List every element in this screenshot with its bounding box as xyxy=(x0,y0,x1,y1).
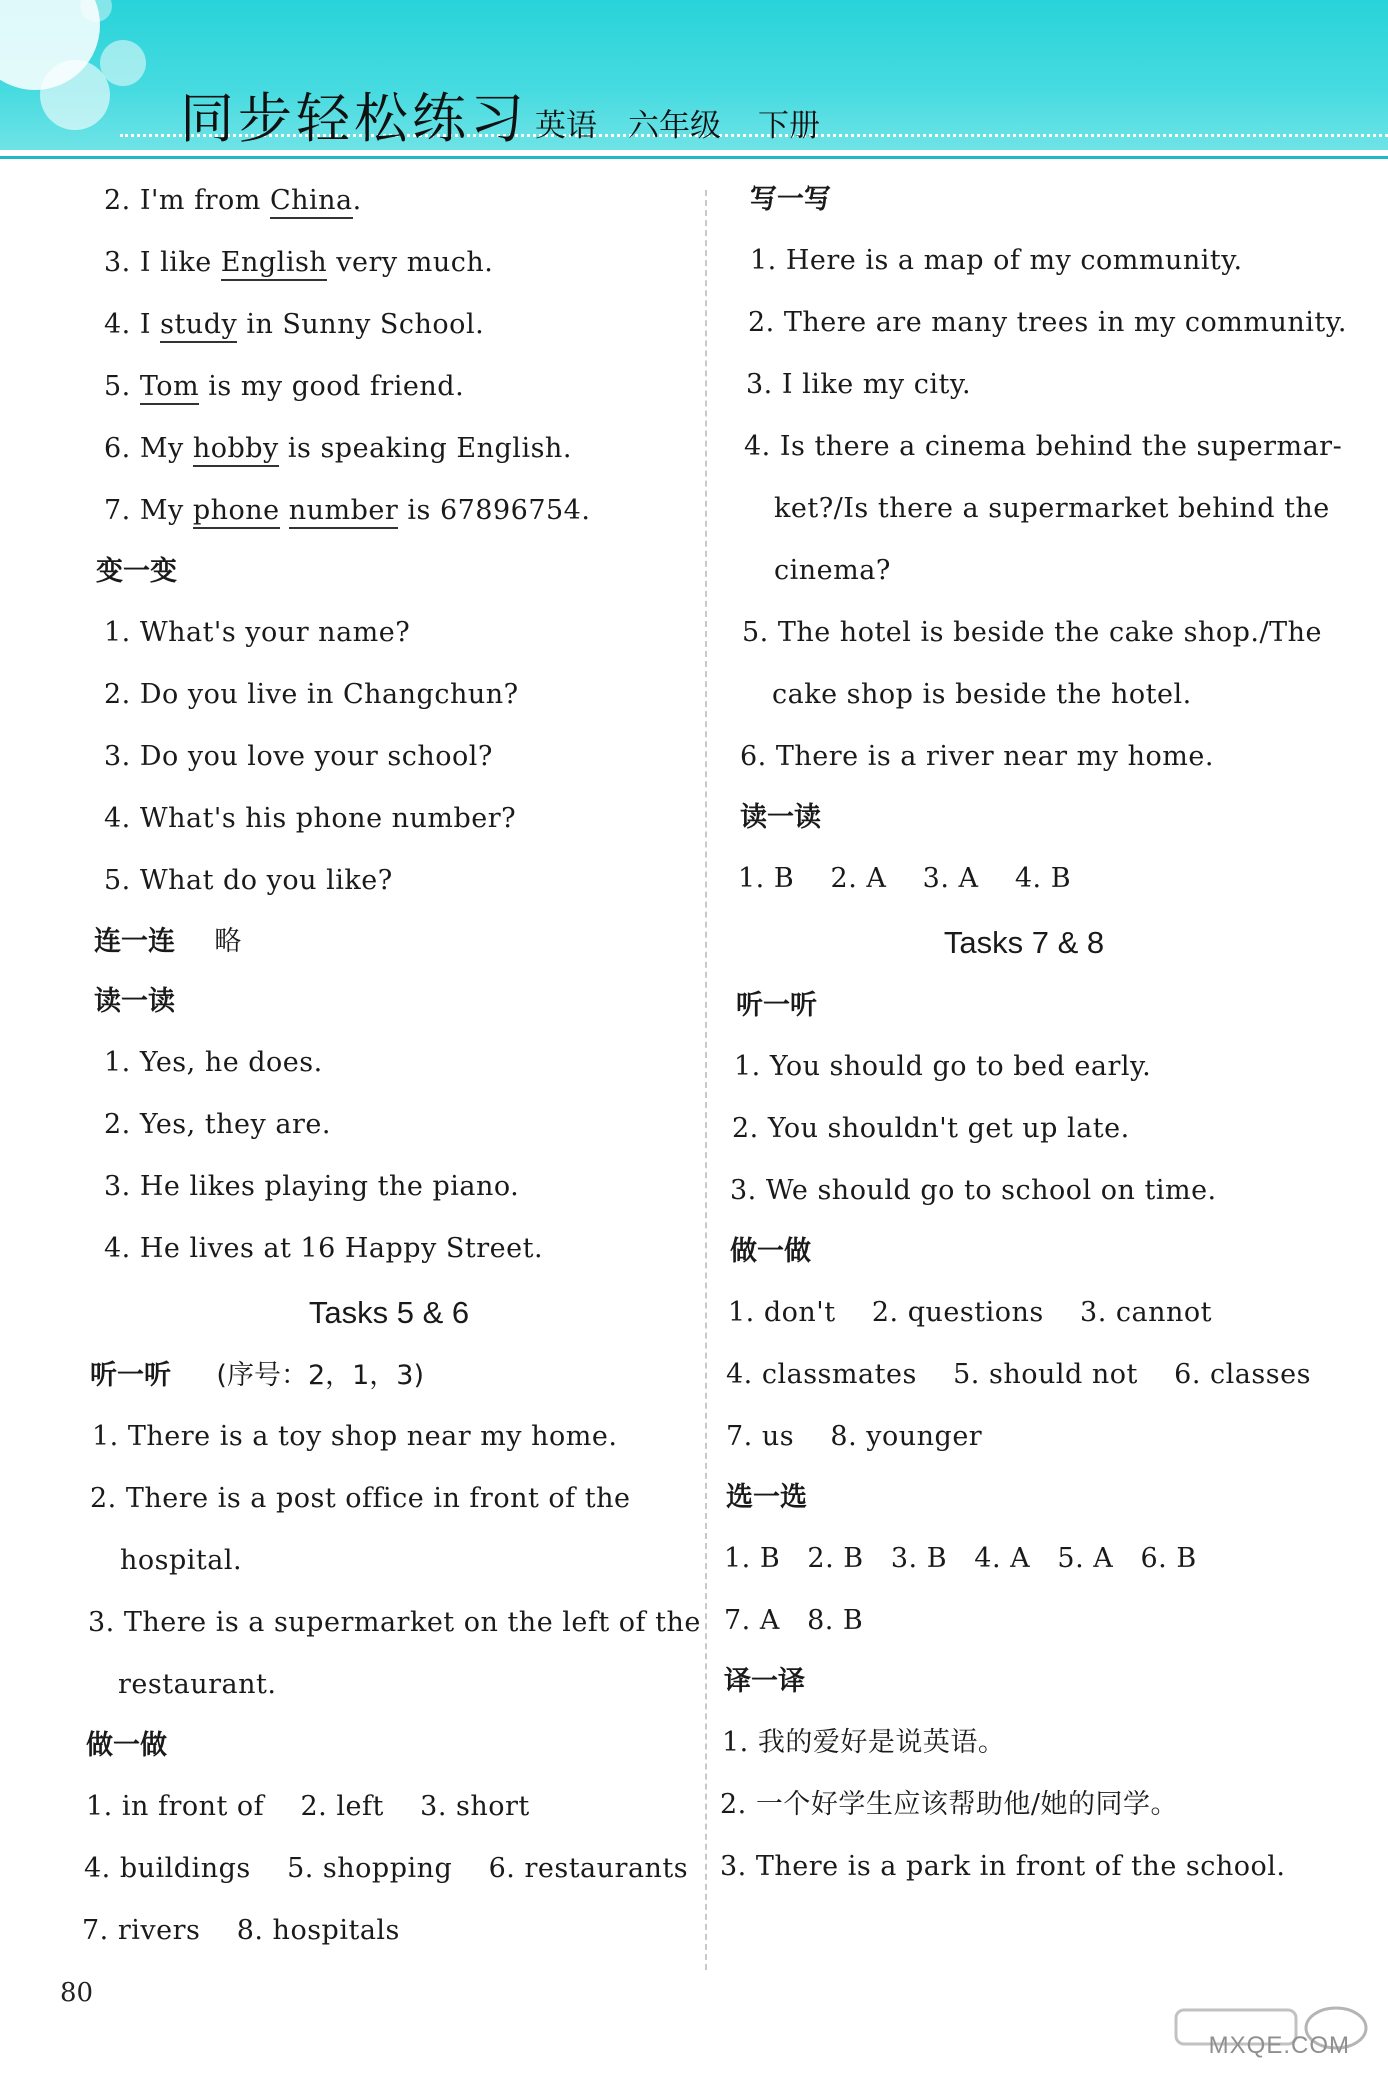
answer-lines-underlined xyxy=(104,170,674,542)
answer-line: 3. There is a supermarket on the left of the xyxy=(88,1607,701,1638)
page-header xyxy=(0,0,1388,160)
answer-line: 1. Yes, he does. xyxy=(104,1047,323,1078)
answer-line: 4. He lives at 16 Happy Street. xyxy=(104,1233,544,1264)
answer-line: 2. Do you live in Changchun? xyxy=(104,679,519,710)
section-heading: 连一连 xyxy=(94,926,175,957)
decor-bubble xyxy=(100,40,146,86)
section-heading: 做一做 xyxy=(86,1730,167,1761)
answer-line: 1. There is a toy shop near my home. xyxy=(92,1421,618,1452)
filled-blank: China xyxy=(270,185,353,219)
answer-line: 7. My phone number is 67896754. xyxy=(104,480,674,542)
answer-line: 2. I'm from China. xyxy=(104,170,674,232)
section-heading: 选一选 xyxy=(726,1482,807,1513)
answer-line: 4. Is there a cinema behind the supermar- xyxy=(744,431,1343,462)
answer-line-continued: hospital. xyxy=(120,1545,243,1576)
answer-line: 2. There are many trees in my community. xyxy=(748,307,1347,338)
answer-line: 3. Do you love your school? xyxy=(104,741,493,772)
answer-line: 1. You should go to bed early. xyxy=(734,1051,1152,1082)
answer-line: 3. I like my city. xyxy=(746,369,972,400)
book-title: 同步轻松练习 xyxy=(180,87,528,150)
section-heading: 写一写 xyxy=(750,184,831,215)
answer-line: 6. My hobby is speaking English. xyxy=(104,418,674,480)
watermark-text: MXQE.COM xyxy=(1208,2032,1350,2059)
page-number: 80 xyxy=(60,1978,94,2008)
right-column xyxy=(720,170,1347,1898)
answer-line: 1. B 2. A 3. A 4. B xyxy=(738,863,1072,894)
answer-line: 2. 一个好学生应该帮助他/她的同学。 xyxy=(720,1789,1178,1820)
answer-line: 1. Here is a map of my community. xyxy=(750,245,1243,276)
answer-line-continued: ket?/Is there a supermarket behind the xyxy=(774,493,1330,524)
section-heading: 听一听 xyxy=(736,990,817,1021)
answer-line: 4. classmates 5. should not 6. classes xyxy=(726,1359,1311,1390)
column-divider xyxy=(705,190,707,1970)
filled-blank: hobby xyxy=(193,433,279,467)
left-column xyxy=(82,170,701,1962)
section-heading: 听一听 xyxy=(90,1360,171,1391)
section-note: 略 xyxy=(214,926,242,957)
answer-line: 4. I study in Sunny School. xyxy=(104,294,674,356)
subject-label: 英语 xyxy=(535,108,597,144)
answer-line: 1. What's your name? xyxy=(104,617,411,648)
answer-line: 5. The hotel is beside the cake shop./The xyxy=(742,617,1322,648)
answer-line: 1. don't 2. questions 3. cannot xyxy=(728,1297,1212,1328)
answer-line: 6. There is a river near my home. xyxy=(740,741,1214,772)
answer-line: 1. in front of 2. left 3. short xyxy=(86,1791,530,1822)
filled-blank: Tom xyxy=(140,371,199,405)
task-title: Tasks 7 & 8 xyxy=(943,925,1105,960)
task-title: Tasks 5 & 6 xyxy=(308,1295,470,1330)
answer-line: 1. 我的爱好是说英语。 xyxy=(722,1727,1006,1758)
answer-line: 2. You shouldn't get up late. xyxy=(732,1113,1130,1144)
section-heading: 读一读 xyxy=(94,986,175,1017)
filled-blank: English xyxy=(221,247,327,281)
section-heading-row xyxy=(94,912,674,972)
filled-blank: study xyxy=(160,309,237,343)
section-heading-row xyxy=(90,1346,674,1406)
decor-bubble xyxy=(40,60,110,130)
section-heading: 译一译 xyxy=(724,1666,805,1697)
watermark xyxy=(1146,2004,1376,2066)
answer-line: 1. B 2. B 3. B 4. A 5. A 6. B xyxy=(724,1543,1197,1574)
answer-line: 2. There is a post office in front of the xyxy=(90,1483,631,1514)
answer-line-continued: restaurant. xyxy=(118,1669,277,1700)
answer-line: 7. rivers 8. hospitals xyxy=(82,1915,400,1946)
filled-blank: phone xyxy=(193,495,280,529)
answer-line: 3. I like English very much. xyxy=(104,232,674,294)
answer-line: 5. What do you like? xyxy=(104,865,393,896)
section-note: (序号：2，1，3) xyxy=(216,1360,425,1391)
answer-line: 3. We should go to school on time. xyxy=(730,1175,1217,1206)
answer-line-continued: cake shop is beside the hotel. xyxy=(772,679,1192,710)
answer-line: 3. There is a park in front of the school. xyxy=(720,1851,1286,1882)
volume-label: 下册 xyxy=(758,108,820,144)
answer-line: 5. Tom is my good friend. xyxy=(104,356,674,418)
answer-line-continued: cinema? xyxy=(774,555,891,586)
answer-line: 7. us 8. younger xyxy=(726,1421,983,1452)
grade-label: 六年级 xyxy=(628,108,721,144)
header-rule xyxy=(0,156,1388,159)
section-heading: 变一变 xyxy=(96,556,177,587)
section-heading: 做一做 xyxy=(730,1236,811,1267)
answer-line: 2. Yes, they are. xyxy=(104,1109,331,1140)
filled-blank: number xyxy=(289,495,399,529)
answer-line: 7. A 8. B xyxy=(724,1605,864,1636)
answer-line: 4. What's his phone number? xyxy=(104,803,517,834)
answer-line: 4. buildings 5. shopping 6. restaurants xyxy=(84,1853,689,1884)
answer-line: 3. He likes playing the piano. xyxy=(104,1171,520,1202)
section-heading: 读一读 xyxy=(740,802,821,833)
